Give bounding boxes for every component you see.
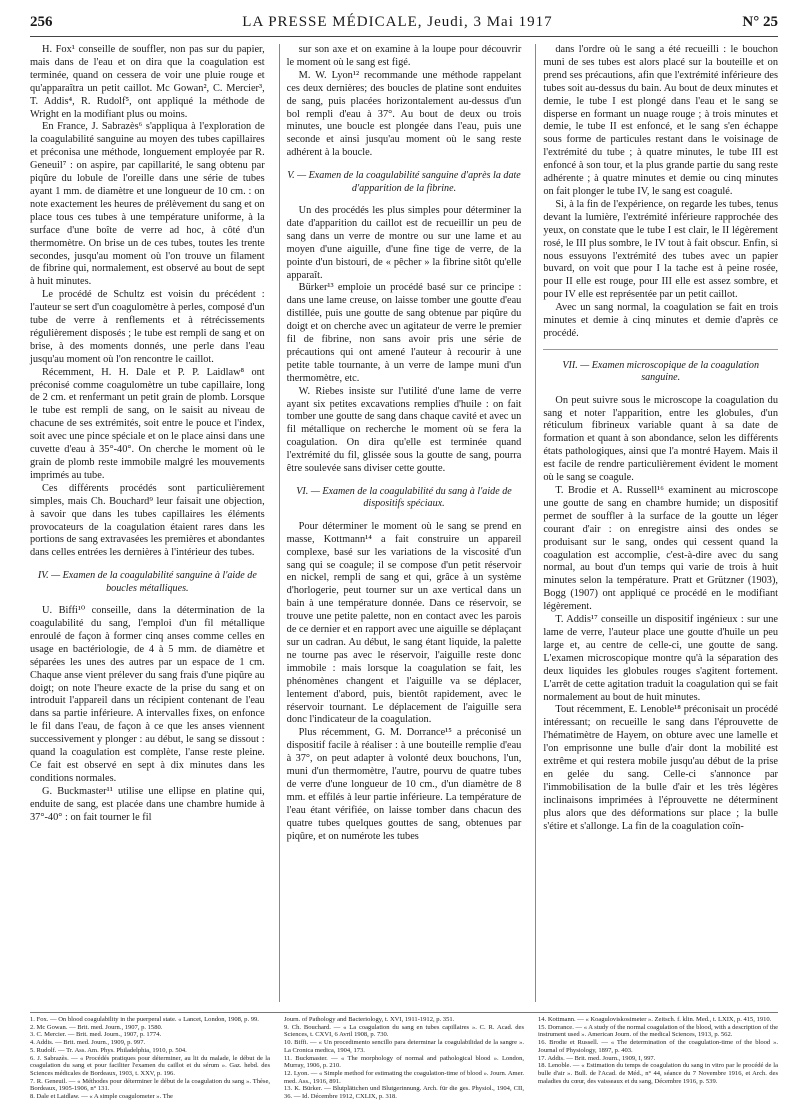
paragraph: Si, à la fin de l'expérience, on regarde les tubes, tenus devant la lumière, l'extrémité inférieure rapprochée des yeux, on constate que le tube I est clair, le II légèrement rosé, le III plus sombre, le IV tout à fait obscur. Enfin, si nous essuyons l'extrémité des tubes avec un papier buvard, on voit que pour I la tache est à peine rosée, pour II elle est rouge, pour III elle est assez sombre, et pour IV elle est représentée par un petit caillot. — [543, 198, 779, 301]
footnote: 3. C. Mercier. — Brit. med. Journ., 1907, p. 1774. — [30, 1031, 162, 1039]
paragraph: G. Buckmaster¹¹ utilise une ellipse en platine qui, enduite de sang, est placée dans une chambre humide à 37°-40° : on fait tourner le fil — [30, 785, 265, 823]
footnote: 18. Lenoble. — « Estimation du temps de coagulation du sang in vitro par le procédé de la bulle d'air ». Bull. de l'Acad. de Méd., n° 44, séance du 7 Novembre 1916, et Arch. des maladies du cœur, des vaisseaux et du sang, Décembre 1916, p. 539. — [538, 1062, 778, 1085]
footnote: Journ. of Pathology and Bacteriology, t. XVI, 1911-1912, p. 351. — [284, 1016, 455, 1023]
paragraph: Pour déterminer le moment où le sang se prend en masse, Kottmann¹⁴ a fait construire un appareil complexe, basé sur les variations de la viscosité d'un sang qui se coagule; il se compose d'un petit réservoir en nickel, rempli de sang et qui, grâce à un système d'horlogerie, peut tourner sur un axe vertical dans un bain à une température donnée. Dans ce réservoir, se trouve une petite palette, non en contact avec les parois de ce dernier et en rapport avec une aiguille se déplaçant sur un cadran. Au début, le sang étant liquide, la palette ne tourne pas avec le réservoir, l'aiguille reste donc immobile : mais lorsque la coagulation se fait, les phénomènes changent et l'aiguille va se déplacer, lentement d'abord, puis, bientôt rapidement, avec le réservoir tournant. Le déplacement de l'aiguille sera donc l'indicateur de la coagulation. — [286, 520, 522, 726]
section-heading-vii: VII. — Examen microscopique de la coagulation sanguine. — [562, 359, 760, 384]
paragraph: W. Riebes insiste sur l'utilité d'une lame de verre ayant six petites excavations remplies d'huile : on fait tomber une goutte de sang dans chaque cavité et avec un fil métallique on recherche le moment où se fera la coagulation. On dira qu'elle est terminée quand l'extrémité du fil, glissée sous la goutte de sang, pourra être soulevée sans diviser cette goutte. — [286, 385, 522, 475]
footnote: 4. Addis. — Brit. med. Journ., 1909, p. 997. — [30, 1039, 146, 1047]
footnote: 10. Biffi. — « Un procedimento sencillo para determinar la coagulabilidad de la sangre ». La Cronica medica, 1904, 173. — [284, 1039, 524, 1054]
footnote: 17. Addis. — Brit. med. Journ., 1909, I, 997. — [538, 1054, 656, 1062]
footnote: 11. Buckmaster. — « The morphology of normal and pathological blood ». London, Murray, 1906, p. 210. — [284, 1054, 524, 1070]
section-heading-vi: VI. — Examen de la coagulabilité du sang à l'aide de dispositifs spéciaux. — [296, 486, 512, 510]
page-header — [30, 14, 778, 37]
footnote: 13. K. Bürker. — Blutplättchen und Blutgerinnung. Arch. für die ges. Physiol., 1904, CII, 36. — Id. Décembre 1912, CXLIX, p. 318. — [284, 1085, 524, 1101]
paragraph: T. Brodie et A. Russell¹⁶ examinent au microscope une goutte de sang en chambre humide; un dispositif permet de souffler à la surface de la goutte un léger courant d'air : on enregistre ainsi des ondes se produisant sur le sang, ondes qui cessent quand la coagulation est accomplie, c'est-à-dire avec du sang normal, au bout d'un temps qui varie de trois à huit minutes selon la température. Pratt et Grützner (1903), Bogg (1907) ont appliqué ce procédé en le modifiant légèrement. — [543, 485, 779, 613]
footnotes — [30, 1012, 778, 1101]
footnote: 9. Ch. Bouchard. — « La coagulation du sang en tubes capillaires ». C. R. Acad. des Sciences, t. CXVI, 6 Avril 1908, p. 730. — [284, 1023, 524, 1039]
paragraph: Le procédé de Schultz est voisin du précédent : l'auteur se sert d'un coagulomètre à perles, composé d'un tube de verre à renflements et à rétrécissements régulièrement disposés ; le tube est rempli de sang et on brise, à des moments donnés, une perle dans l'eau jusqu'au moment où l'on rencontre le caillot. — [30, 289, 265, 365]
column-3 — [535, 44, 778, 1002]
paragraph: On peut suivre sous le microscope la coagulation du sang et noter l'apparition, entre les globules, d'un réticulum fibrineux variable quant à sa date de formation et quant à son abondance, selon les différents états pathologiques, ainsi que l'a montré Hayem. Mais il est facile de rendre particulièrement évident le moment où le sang se coagule. — [543, 394, 779, 484]
paragraph: H. Fox¹ conseille de souffler, non pas sur du papier, mais dans de l'eau et on dira que la coagulation est terminée, quand on cessera de voir une pluie rouge et qu'apparaîtra un petit caillot. Mc Gowan², C. Mercier³, T. Addis⁴, R. Rudolf⁵, ont appliqué la méthode de Wright en la modifiant plus ou moins. — [30, 44, 265, 120]
footnote: 6. J. Sabrazès. — « Procédés pratiques pour déterminer, au lit du malade, le début de la coagulation du sang et pour faciliter l'examen du caillot et du sérum ». Gaz. hebd. des Sciences médicales de Bordeaux, 1903, t. XXV, p. 196. — [30, 1054, 270, 1077]
paragraph: sur son axe et on examine à la loupe pour découvrir le moment où le sang est figé. — [286, 44, 522, 68]
footnotes-column-2 — [284, 1016, 524, 1101]
issue-number: N° 25 — [742, 14, 778, 30]
paragraph: Ces différents procédés sont particulièrement simples, mais Ch. Bouchard⁹ leur faisait une objection, à savoir que dans les tubes capillaires les éléments provocateurs de la coagulation étaient rares dans les portions de sang extravasées les premières et abondantes dans celles entrées les dernières à l'intérieur des tubes. — [30, 482, 265, 559]
section-heading-v: V. — Examen de la coagulabilité sanguine d'après la date d'apparition de la fibrine. — [287, 170, 521, 194]
paragraph: T. Addis¹⁷ conseille un dispositif ingénieux : sur une lame de verre, l'auteur place une goutte d'huile un peu large et, au centre de celle-ci, une goutte de sang. L'examen microscopique montre qu'à la séparation des deux liquides les globules rouges s'agitent fortement. L'arrêt de cette agitation traduit la coagulation qui se fait normalement au bout de huit minutes. — [543, 614, 779, 703]
paragraph: Un des procédés les plus simples pour déterminer la date d'apparition du caillot est de recueillir un peu de sang dans un verre de montre ou sur une lame et au moyen d'une aiguille, d'une fine tige de verre, de la pointe d'un bistouri, de « pêcher » la fibrine sitôt qu'elle apparaît. — [286, 204, 522, 281]
paragraph: Bürker¹³ emploie un procédé basé sur ce principe : dans une lame creuse, on laisse tomber une goutte d'eau distillée, puis une goutte de sang obtenue par piqûre du doigt et on cherche avec un agitateur de verre le premier fil de fibrine, non sans avoir pris une série de précautions qui ont amené l'auteur à recourir à une petite table tournante, à un verre de lampe muni d'un thermomètre, etc. — [286, 282, 522, 384]
paragraph: dans l'ordre où le sang a été recueilli : le bouchon muni de ses tubes est alors placé sur la bouteille et on prend ses précautions, afin que l'extrémité inférieure des tubes soit au-dessus du bain. Au bout de deux minutes et demie, le tube I est plongé dans l'eau et le sang se disperse en formant un nuage rouge ; à trois minutes et demie, le tube II est enfoncé, et le sang s'en échappe sous forme de particules restant dans le voisinage de l'extrémité du tube ; à quatre minutes, le tube III est enfoncé à son tour, et la plus grande partie du sang reste adhérente ; à quatre minutes et demie ou cinq minutes on fait plonger le tube IV, le sang est coagulé. — [543, 44, 779, 197]
footnote: 12. Lyon. — « Simple method for estimating the coagulation-time of blood ». Journ. Amer. med. Ass., 1916, 891. — [284, 1069, 524, 1085]
footnote: 15. Dorrance. — « A study of the normal coagulation of the blood, with a description of the instrument used ». American Journ. of the medical Sciences, 1913, p. 562. — [538, 1023, 778, 1039]
footnote: 16. Brodie et Russell. — « The determination of the coagulation-time of the blood ». Journal of Physiology, 1897, p. 403. — [538, 1039, 778, 1054]
footnote: 8. Dale et Laidlaw. — « A simple coagulometer ». The — [30, 1093, 173, 1101]
footnotes-column-1 — [30, 1016, 270, 1101]
page-number: 256 — [30, 14, 53, 30]
paragraph: U. Biffi¹⁰ conseille, dans la détermination de la coagulabilité du sang, l'emploi d'un fil métallique enroulé de façon à former cinq anses comme celles en usage en bactériologie, de 4 à 5 mm. de diamètre et séparées les unes des autres par un espace de 1 cm. Chaque anse vient prélever du sang frais d'une piqûre au doigt; on note l'heure exacte de la prise du sang et on introduit l'appareil dans un récipient contenant de l'eau dans sa partie inférieure. A intervalles fixes, on enfonce le fil dans l'eau, de façon à ce que les anses viennent successivement y plonger : au début, le sang se dissout : quand la coagulation est complète, l'anse reste pleine. Ce fait est observé en sept à dix minutes dans les conditions normales. — [30, 605, 265, 784]
paragraph: Récemment, H. H. Dale et P. P. Laidlaw⁸ ont préconisé comme coagulomètre un tube capillaire, long de 2 cm. et renfermant un petit grain de plomb. Lorsque le tube est rempli de sang, on le saisit au niveau de chacune de ses extrémités, soit entre le pouce et l'index, soit avec une pince spéciale et on le place ainsi dans une cuvette d'eau à 35°-40°. On cherche le moment où le grain de plomb reste immobile malgré les mouvements imprimés au tube. — [30, 366, 265, 481]
paragraph: Avec un sang normal, la coagulation se fait en trois minutes et demie à cinq minutes et demie d'après ce procédé. — [543, 302, 779, 339]
article-columns — [30, 44, 778, 1002]
footnote: 2. Mc Gowan. — Brit. med. Journ., 1907, p. 1580. — [30, 1023, 163, 1031]
paragraph: M. W. Lyon¹² recommande une méthode rappelant ces deux dernières; des boucles de platine sont enduites de sang, puis placées horizontalement au-dessus d'un bol rempli d'eau à 37°. Au bout de deux ou trois minutes, une boucle est plongée dans l'eau, puis une seconde et ainsi jusqu'au moment où le sang reste adhérent à la boucle. — [286, 69, 522, 159]
divider — [543, 349, 778, 350]
footnote: 1. Fox. — On blood coagulability in the puerperal state. « Lancet, London, 1908, p. 99. — [30, 1016, 259, 1023]
footnote: 5. Rudolf. — Tr. Ass. Am. Phys. Philadelphia, 1910, p. 504. — [30, 1046, 187, 1054]
paragraph: Plus récemment, G. M. Dorrance¹⁵ a préconisé un dispositif facile à réaliser : à une bouteille remplie d'eau à 37°, on peut adapter à volonté deux bouchons, l'un, muni d'un thermomètre, l'autre, pourvu de quatre tubes de verre d'une longueur de 10 cm., d'un diamètre de 8 mm. et effilés à leur partie inférieure. La température de l'eau étant vérifiée, on laisse tomber dans chacun des quatre tubes quelques gouttes de sang, obtenues par piqûre, et on numérote les tubes — [286, 727, 522, 842]
section-heading-iv: IV. — Examen de la coagulabilité sanguine à l'aide de boucles métalliques. — [37, 570, 257, 594]
footnote: 7. R. Geneuil. — « Méthodes pour déterminer le début de la coagulation du sang ». Thèse, Bordeaux, 1905-1906, n° 131. — [30, 1077, 270, 1093]
paragraph: Tout récemment, E. Lenoble¹⁸ préconisait un procédé intéressant; on recueille le sang dans l'éprouvette de l'hématimètre de Hayem, on obture avec une lamelle et l'on emprisonne une bulle d'air dont la mobilité est extrême et qui restera mobile jusqu'au début de la prise en gelée du sang. Celle-ci s'annonce par l'immobilisation de la bulle d'air et les très légères inclinaisons imprimées à l'éprouvette ne déterminent plus alors que des déformations sur place ; la bulle s'étire et s'allonge. La fin de la coagulation coïn- — [543, 704, 779, 832]
footnotes-column-3 — [538, 1016, 778, 1085]
column-1 — [30, 44, 265, 1002]
footnote: 14. Kottmann. — « Koaguloviskosimeter ». Zeitsch. f. klin. Med., t. LXIX, p. 415, 1910. — [538, 1016, 772, 1023]
column-2 — [279, 44, 522, 1002]
journal-title: LA PRESSE MÉDICALE, Jeudi, 3 Mai 1917 — [242, 14, 553, 30]
paragraph: En France, J. Sabrazès⁶ s'appliqua à l'exploration de la coagulabilité sanguine au moyen des tubes capillaires et préconisa une méthode, longuement employée par R. Geneuil⁷ : on aspire, par capillarité, le sang obtenu par piqûre du lobule de l'oreille dans une série de tubes ayant 1 mm. de diamètre et une longueur de 10 cm. : on note exactement les heures de prélèvement du sang et on place tous ces tubes à une température uniforme, à la surface d'une boîte de verre ad hoc, à côté d'un thermomètre. On brise un de ces tubes, toutes les trente secondes, jusqu'au moment où l'on trouve un filament de fibrine qui, normalement, est observé au bout de sept à huit minutes. — [30, 121, 265, 288]
